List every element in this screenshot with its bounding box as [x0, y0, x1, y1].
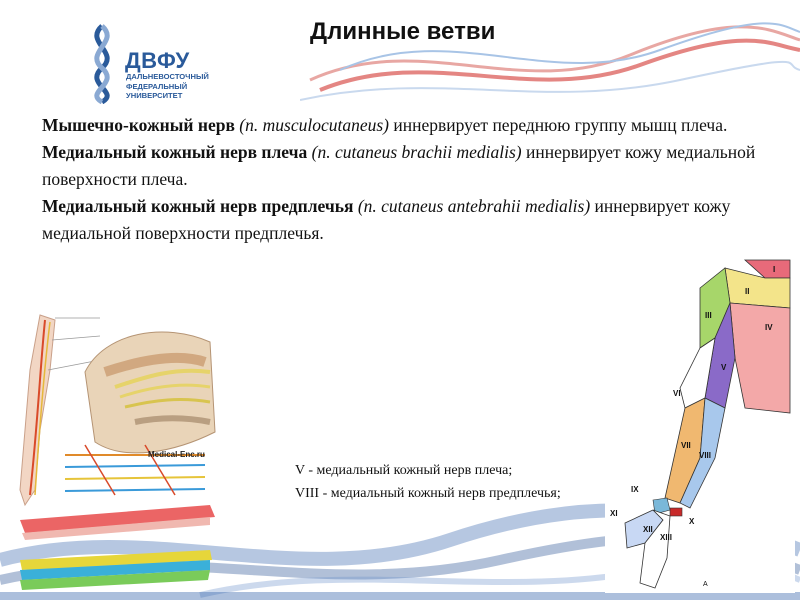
- latin-name: (n. musculocutaneus): [239, 115, 389, 135]
- logo-brand: ДВФУ: [125, 48, 190, 73]
- helix-logo-icon: [80, 22, 125, 104]
- logo-subtitle-line: ДАЛЬНЕВОСТОЧНЫЙ: [126, 72, 209, 81]
- logo-subtitle-line: ФЕДЕРАЛЬНЫЙ: [126, 81, 188, 91]
- dermatome-label: I: [773, 265, 776, 274]
- arm-innervation-zones-figure: [605, 258, 795, 593]
- paragraph: [42, 193, 792, 247]
- dermatome-label: V: [721, 363, 727, 372]
- paragraph: [42, 139, 792, 193]
- figure-corner-label: A: [703, 581, 708, 588]
- dermatome-label: XIII: [660, 533, 673, 542]
- paragraph-text: иннервирует кожу медиальной поверхности предплечья.: [42, 196, 731, 243]
- nerve-name: Мышечно-кожный нерв: [42, 115, 235, 135]
- latin-name: (n. cutaneus antebrahii medialis): [357, 196, 591, 216]
- dermatome-label: III: [705, 311, 712, 320]
- dermatome-label: IX: [631, 485, 639, 494]
- nerve-name: Медиальный кожный нерв предплечья: [42, 196, 354, 216]
- arm-dermatome-bands-illustration: [10, 495, 220, 595]
- logo-subtitle: [126, 72, 209, 101]
- caption-line: VIII - медиальный кожный нерв предплечья;: [295, 486, 561, 501]
- caption-line: V - медиальный кожный нерв плеча;: [295, 463, 513, 478]
- dermatome-label: IV: [765, 323, 773, 332]
- dermatome-label: X: [689, 517, 695, 526]
- slide-title: Длинные ветви: [310, 18, 496, 45]
- dermatome-label: VII: [681, 441, 691, 450]
- body-text: [42, 112, 792, 247]
- dermatome-label: XI: [610, 509, 618, 518]
- watermark: Medical-Enc.ru: [148, 450, 205, 459]
- paragraph-text: иннервирует кожу медиальной поверхности плеча.: [42, 142, 756, 189]
- figure-caption: [295, 460, 595, 506]
- dermatome-label: VI: [673, 389, 681, 398]
- paragraph: [42, 112, 792, 139]
- logo-subtitle-line: УНИВЕРСИТЕТ: [126, 91, 183, 100]
- dermatome-label: II: [745, 287, 750, 296]
- latin-name: (n. cutaneus brachii medialis): [311, 142, 522, 162]
- university-logo: [80, 22, 230, 104]
- nerve-name: Медиальный кожный нерв плеча: [42, 142, 308, 162]
- dermatome-label: XII: [643, 525, 653, 534]
- dermatome-label: VIII: [699, 451, 712, 460]
- paragraph-text: иннервирует переднюю группу мышц плеча.: [389, 115, 728, 135]
